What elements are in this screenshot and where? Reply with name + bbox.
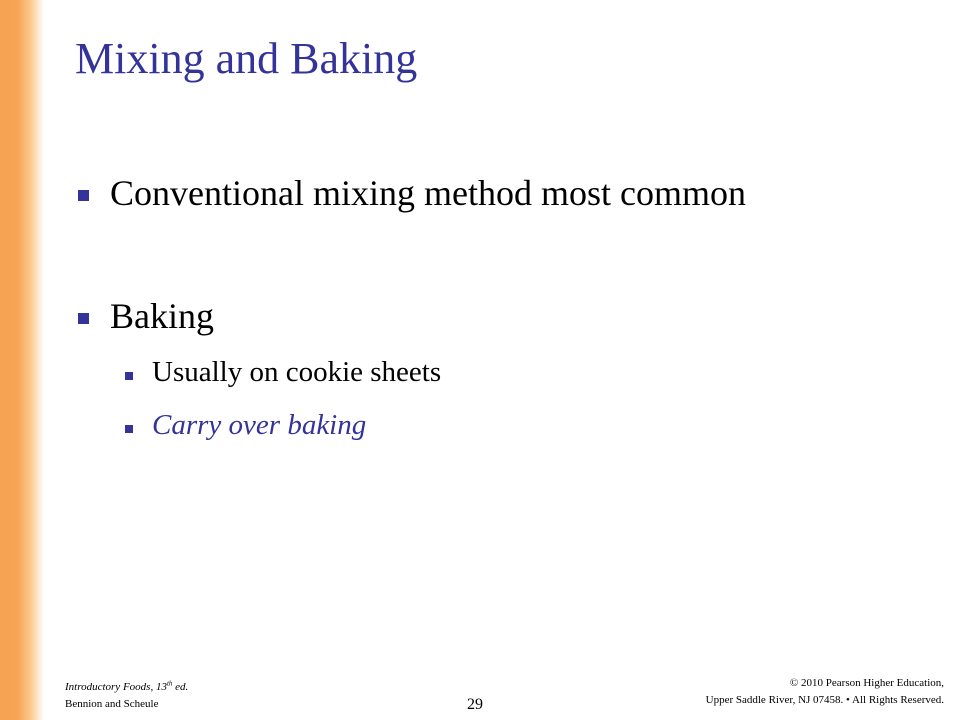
book-edition-sup: th: [166, 679, 173, 687]
sub-bullet-marker: [125, 425, 133, 433]
bullet-marker: [78, 313, 89, 324]
slide-title: Mixing and Baking: [75, 34, 418, 83]
footer-book-info: [65, 675, 188, 713]
footer-book-title: [65, 675, 188, 696]
sub-bullet-text: Carry over baking: [152, 409, 367, 441]
accent-side-bar: [0, 0, 44, 720]
bullet-text: Conventional mixing method most common: [110, 173, 746, 213]
copyright-line-2: Upper Saddle River, NJ 07458. • All Rights Reserved.: [705, 694, 944, 706]
footer-copyright: [706, 675, 944, 709]
sub-bullet-marker: [125, 372, 133, 380]
bullet-marker: [78, 190, 89, 201]
page-number: 29: [467, 696, 483, 713]
bullet-text: Baking: [110, 296, 214, 336]
footer-authors: Bennion and Scheule: [65, 697, 159, 710]
copyright-line-1: © 2010 Pearson Higher Education,: [789, 677, 944, 689]
book-edition-suffix: ed.: [172, 680, 189, 693]
sub-bullet-text: Usually on cookie sheets: [152, 356, 442, 388]
book-title: Introductory Foods, 13: [65, 680, 167, 693]
